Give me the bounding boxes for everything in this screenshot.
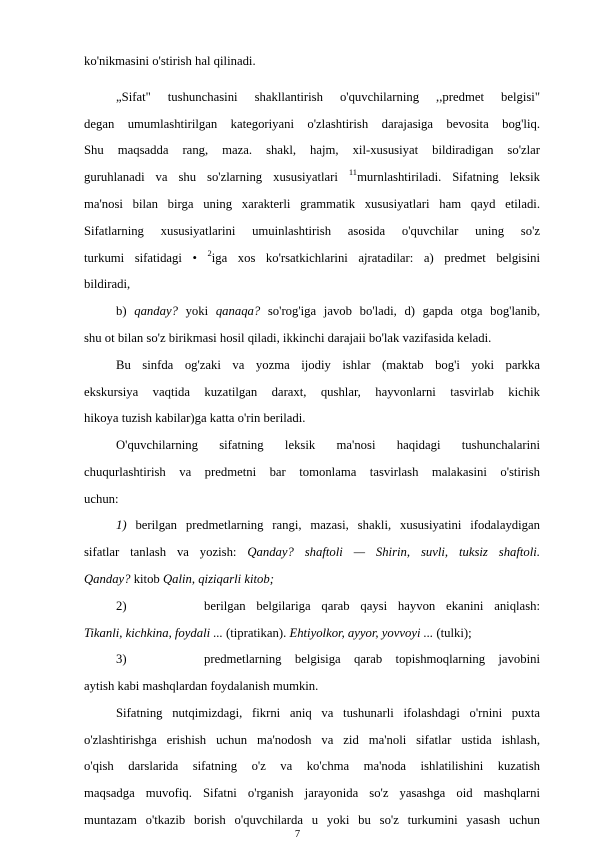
text-line xyxy=(204,597,540,615)
text-line xyxy=(116,356,540,374)
text-line xyxy=(84,463,540,481)
text-span: ekskursiya vaqtida kuzatilgan daraxt, qushlar, hayvonlarni tasvirlab kichik xyxy=(84,385,540,399)
text-span: (tulki); xyxy=(433,626,472,640)
italic-span: Qanday? shaftoli — Shirin, suvli, tuksiz shaftoli. xyxy=(247,545,540,559)
text-span: b) xyxy=(116,304,135,318)
text-span: Bu sinfda og'zaki va yozma ijodiy ishlar (maktab bog'i yoki parkka xyxy=(116,358,540,372)
list-number: 2) xyxy=(116,599,127,613)
text-span: kitob xyxy=(130,572,163,586)
text-span: yoki xyxy=(177,304,216,318)
text-span: murnlashtiriladi. Sifatning leksik xyxy=(357,170,540,184)
italic-span: qanday? xyxy=(134,304,178,318)
text-line xyxy=(84,490,540,508)
text-line xyxy=(116,302,540,320)
text-line xyxy=(116,436,540,454)
text-span: guruhlanadi va shu so'zlarning xususiyatlari xyxy=(84,170,349,184)
italic-span: Qanday? xyxy=(84,572,131,586)
text-span: iga xos ko'rsatkichlarini ajratadilar: a) predmet belgisini xyxy=(211,251,541,265)
text-line xyxy=(84,624,540,642)
text-line xyxy=(204,650,540,668)
text-span: sifatlar tanlash va yozish: xyxy=(84,545,248,559)
text-span: berilgan belgilariga qarab qaysi hayvon ekanini aniqlash: xyxy=(204,599,540,613)
text-line xyxy=(116,88,540,106)
text-line xyxy=(84,249,540,267)
italic-span: Qalin, qiziqarli kitob; xyxy=(162,572,274,586)
text-line xyxy=(84,570,540,588)
text-span: o'qish darslarida sifatning o'z va ko'chma ma'noda ishlatilishini kuzatish xyxy=(84,759,540,773)
text-span: berilgan predmetlarning rangi, mazasi, shakli, xususiyatini ifodalaydigan xyxy=(126,518,540,532)
list-number: 3) xyxy=(116,652,127,666)
text-line xyxy=(84,52,540,70)
italic-span: Tikanli, kichkina, foydali ... xyxy=(84,626,223,640)
text-line xyxy=(84,543,540,561)
text-span: ma'nosi bilan birga uning xarakterli grammatik xususiyatlari ham qayd etiladi. xyxy=(84,197,540,211)
text-span: aytish kabi mashqlardan foydalanish mumkin. xyxy=(84,679,319,693)
text-line xyxy=(84,409,540,427)
text-line xyxy=(84,811,540,829)
text-line xyxy=(84,383,540,401)
text-line xyxy=(84,195,540,213)
text-span: bildiradi, xyxy=(84,277,131,291)
text-span: predmetlarning belgisiga qarab topishmoqlarning javobini xyxy=(204,652,540,666)
text-span: Sifatning nutqimizdagi, fikrni aniq va tushunarli ifolashdagi o'rnini puxta xyxy=(116,706,540,720)
superscript: 2 xyxy=(207,248,212,258)
italic-span: 1) xyxy=(116,518,127,532)
bullet-mark: • xyxy=(192,251,197,265)
text-line xyxy=(84,757,540,775)
text-line xyxy=(84,275,540,293)
text-span: „Sifat" tushunchasini shakllantirish o'quvchilarning ,,predmet belgisi" xyxy=(116,90,540,104)
text-span: ko'nikmasini o'stirish hal qilinadi. xyxy=(84,54,256,68)
text-span: o'zlashtirishga erishish uchun ma'nodosh va zid ma'noli sifatlar ustida ishlash, xyxy=(84,733,540,747)
text-span: uchun: xyxy=(84,492,119,506)
text-line xyxy=(84,784,540,802)
italic-span: qanaqa? xyxy=(215,304,261,318)
text-line xyxy=(84,731,540,749)
text-line xyxy=(84,677,540,695)
text-span: so'rog'iga javob bo'ladi, d) gapda otga bog'lanib, xyxy=(260,304,540,318)
text-span: maqsadga muvofiq. Sifatni o'rganish jarayonida so'z yasashga oid mashqlarni xyxy=(84,786,540,800)
text-line xyxy=(84,168,540,186)
text-line xyxy=(116,704,540,722)
italic-span: Ehtiyolkor, ayyor, yovvoyi ... xyxy=(289,626,434,640)
text-span: shu ot bilan so'z birikmasi hosil qiladi, ikkinchi darajaii bo'lak vazifasida keladi. xyxy=(84,331,492,345)
superscript: 11 xyxy=(348,167,358,177)
text-span: Sifatlarning xususiyatlarini umuinlashtirish asosida o'quvchilar uning so'z xyxy=(84,224,540,238)
text-span: turkumi sifatidagi xyxy=(84,251,193,265)
text-line xyxy=(84,222,540,240)
text-span: muntazam o'tkazib borish o'quvchilarda u yoki bu so'z turkumini yasash uchun xyxy=(84,813,540,827)
text-span: chuqurlashtirish va predmetni bar tomonlama tasvirlash malakasini o'stirish xyxy=(84,465,540,479)
text-span: (tipratikan). xyxy=(222,626,290,640)
text-line xyxy=(116,516,540,534)
page-number: 7 xyxy=(294,829,301,840)
text-line xyxy=(84,329,540,347)
text-span: Shu maqsadda rang, maza. shakl, hajm, xil-xususiyat bildiradigan so'zlar xyxy=(84,143,540,157)
text-line xyxy=(84,141,540,159)
text-line xyxy=(84,115,540,133)
text-span: degan umumlashtirilgan kategoriyani o'zlashtirish darajasiga bevosita bog'liq. xyxy=(84,117,540,131)
text-span: hikoya tuzish kabilar)ga katta o'rin beriladi. xyxy=(84,411,306,425)
text-span: O'quvchilarning sifatning leksik ma'nosi haqidagi tushunchalarini xyxy=(116,438,540,452)
